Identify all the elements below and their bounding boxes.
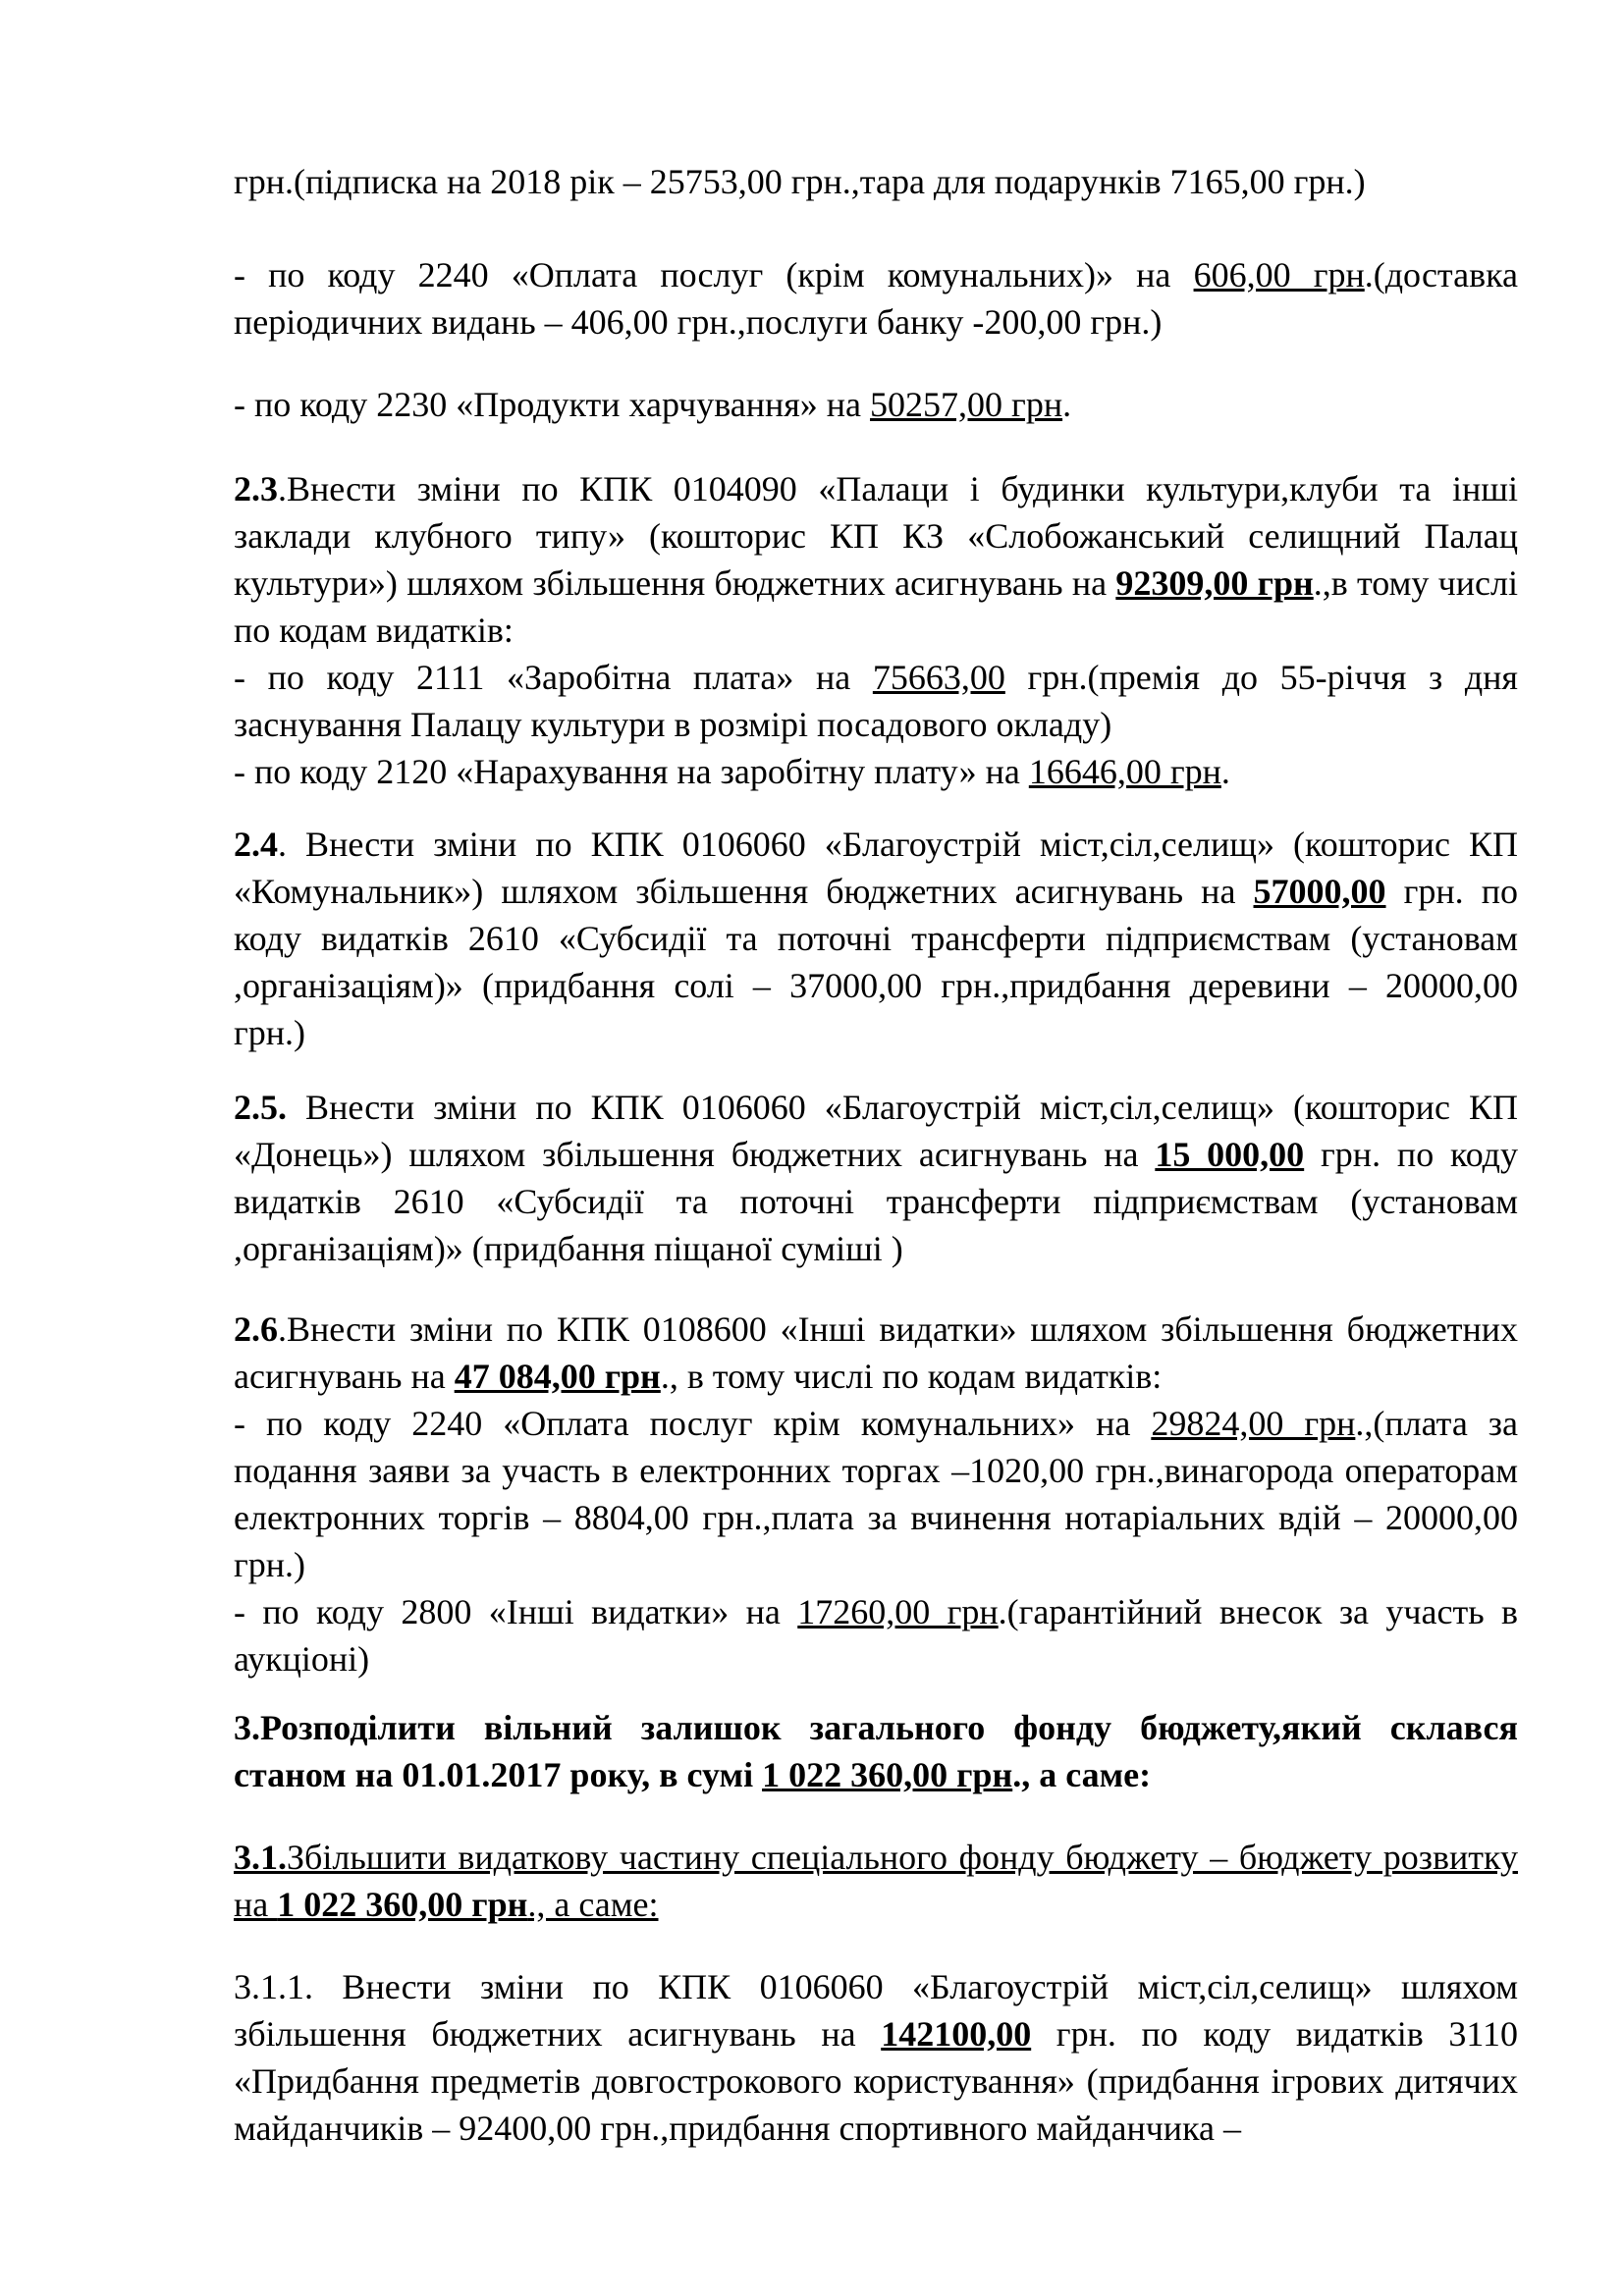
line-item-text: - по коду 2800 «Інші видатки» на (234, 1592, 798, 1631)
amount-underlined: 16646,00 грн (1028, 752, 1221, 791)
paragraph-continuation (234, 158, 1518, 205)
amount-bold-underlined: 1 022 360,00 грн (762, 1755, 1013, 1794)
section-number: 2.4 (234, 825, 278, 864)
section-text: Збільшити видаткову частину спеціального фонду бюджету – бюджету розвитку на (234, 1838, 1518, 1924)
line-item-text: грн.(премія до 55-річчя з дня заснування Палацу культури в розмірі посадового окладу) (234, 658, 1518, 744)
amount-bold-underlined: 57000,00 (1253, 872, 1386, 911)
section-heading: 3.Розподілити вільний залишок загального фонду бюджету,який склався станом на 01.01.2017 року, в сумі (234, 1708, 1518, 1794)
section-number: 2.3 (234, 469, 278, 508)
section-number: 3.1. (234, 1838, 287, 1877)
paragraph-text: . (1062, 385, 1072, 424)
section-text: .Внести зміни по КПК 0104090 «Палаци і будинки культури,клуби та інші заклади клубного типу» (кошторис КП КЗ «Слобожанський селищний Палац культури») шляхом збільшення бюджетних асигнувань на (234, 469, 1518, 603)
section-text: грн. по коду видатків 2610 «Субсидії та поточні трансферти підприємствам (установам ,організаціям)» (придбання солі – 37000,00 грн.,придбання деревини – 20000,00 грн.) (234, 872, 1518, 1052)
section-number: 2.6 (234, 1309, 278, 1349)
line-item-text: - по коду 2120 «Нарахування на заробітну плату» на (234, 752, 1029, 791)
line-item-text: .(гарантійний внесок за участь в аукціоні) (234, 1592, 1519, 1679)
section-text: ., в тому числі по кодам видатків: (660, 1357, 1163, 1396)
section-text: . Внести зміни по КПК 0106060 «Благоустрій міст,сіл,селищ» (кошторис КП «Комунальник») шляхом збільшення бюджетних асигнувань на (234, 825, 1518, 911)
section-text: грн. по коду видатків 3110 «Придбання предметів довгострокового користування» (придбання ігрових дитячих майданчиків – 92400,00 грн.,придбання спортивного майданчика – (234, 2014, 1518, 2148)
paragraph-text: .(доставка періодичних видань – 406,00 грн.,послуги банку -200,00 грн.) (234, 255, 1519, 342)
amount-underlined: 17260,00 грн (797, 1592, 999, 1631)
section-text: .,в тому числі по кодам видатків: (234, 563, 1518, 650)
section-2-5 (234, 1084, 1518, 1272)
section-number: 2.5. (234, 1088, 287, 1127)
section-heading: ., а саме: (1012, 1755, 1152, 1794)
line-item-text: . (1220, 752, 1230, 791)
paragraph-text: грн.(підписка на 2018 рік – 25753,00 грн.,тара для подарунків 7165,00 грн.) (234, 162, 1366, 201)
amount-bold-underlined: 92309,00 грн (1115, 563, 1314, 603)
paragraph-text: - по коду 2240 «Оплата послуг (крім комунальних)» на (234, 255, 1194, 294)
section-3-1 (234, 1834, 1518, 1928)
paragraph-text: - по коду 2230 «Продукти харчування» на (234, 385, 871, 424)
amount-underlined: 50257,00 грн (870, 385, 1063, 424)
amount-bold-underlined: 1 022 360,00 грн (277, 1885, 528, 1924)
line-item-text: - по коду 2240 «Оплата послуг крім комунальних» на (234, 1404, 1152, 1443)
section-2-6 (234, 1306, 1518, 1682)
section-text: 3.1.1. Внести зміни по КПК 0106060 «Благоустрій міст,сіл,селищ» шляхом збільшення бюджетних асигнувань на (234, 1967, 1518, 2054)
amount-underlined: 29824,00 грн (1151, 1404, 1356, 1443)
amount-underlined: 75663,00 (872, 658, 1005, 697)
line-item-text: - по коду 2111 «Заробітна плата» на (234, 658, 873, 697)
section-2-4 (234, 821, 1518, 1056)
paragraph-code-2230 (234, 381, 1518, 428)
amount-bold-underlined: 142100,00 (881, 2014, 1032, 2054)
section-text: .Внести зміни по КПК 0108600 «Інші видатки» шляхом збільшення бюджетних асигнувань на (234, 1309, 1518, 1396)
section-text: грн. по коду видатків 2610 «Субсидії та поточні трансферти підприємствам (установам ,організаціям)» (придбання піщаної суміші ) (234, 1135, 1518, 1268)
section-2-3 (234, 465, 1518, 795)
amount-bold-underlined: 15 000,00 (1155, 1135, 1305, 1174)
amount-bold-underlined: 47 084,00 грн (454, 1357, 661, 1396)
section-3-1-1 (234, 1963, 1518, 2152)
section-3 (234, 1704, 1518, 1798)
section-text: Внести зміни по КПК 0106060 «Благоустрій міст,сіл,селищ» (кошторис КП «Донець») шляхом збільшення бюджетних асигнувань на (234, 1088, 1518, 1174)
amount-underlined: 606,00 грн (1193, 255, 1365, 294)
paragraph-code-2240 (234, 251, 1518, 346)
section-text: ., а саме: (527, 1885, 659, 1924)
line-item-text: .,(плата за подання заяви за участь в електронних торгах –1020,00 грн.,винагорода операторам електронних торгів – 8804,00 грн.,плата за вчинення нотаріальних вдій – 20000,00 грн.) (234, 1404, 1518, 1584)
